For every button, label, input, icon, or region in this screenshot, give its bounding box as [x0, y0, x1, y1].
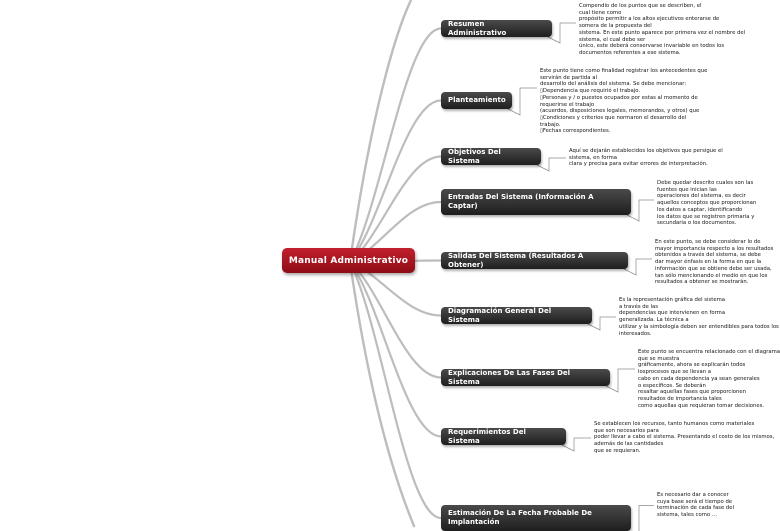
topic-salidas-del-sistema[interactable] — [441, 252, 628, 269]
note-connector — [588, 317, 616, 330]
topic-explicaciones-fases[interactable] — [441, 369, 610, 386]
note-connector — [627, 506, 654, 531]
note-connector — [508, 88, 537, 115]
note-connector — [548, 23, 576, 43]
note-planteamiento: Este punto tiene como finalidad registrar los antecedentes que servirán de partida al desarrollo del análisis del sistema. Se debe mencionar: ▯Dependencia que requirió el trabajo. ▯Personas y / o puestos ocupados por estas al momento de requerirse el trabajo (acuerdos, disposiciones legales, memorandos, y otros) que ▯Condiciones y criterios que normaron el desarrollo del trabajo. ▯Fechas correspondientes. — [540, 68, 696, 135]
topic-planteamiento[interactable] — [441, 92, 512, 109]
note-connector — [537, 158, 566, 171]
central-topic-label: Manual Administrativo — [289, 256, 408, 266]
topic-label: Estimación De La Fecha Probable De Implantación — [448, 509, 624, 527]
topic-label: Objetivos Del Sistema — [448, 148, 534, 166]
note-connector — [562, 438, 591, 451]
branch-line — [350, 0, 414, 262]
topic-objetivos-del-sistema[interactable] — [441, 148, 541, 165]
note-objetivos-del-sistema: Aquí se dejarán establecidos los objetivos que persigue el sistema, en forma clara y precisa para evitar errores de interpretación. — [569, 148, 696, 168]
topic-label: Requerimientos Del Sistema — [448, 428, 559, 446]
topic-label: Resumen Administrativo — [448, 20, 545, 38]
topic-requerimientos-del-sistema[interactable] — [441, 428, 566, 445]
note-connector — [624, 259, 652, 275]
note-entradas-del-sistema: Debe quedar descrito cuales son las fuentes que inician las operaciones del sistema, es decir aquellos conceptos que proporcionan los datos a captar, identificando los datos que se registren primaria y secundaria o los documentos. — [657, 180, 696, 227]
topic-label: Explicaciones De Las Fases Del Sistema — [448, 369, 603, 387]
topic-resumen-administrativo[interactable] — [441, 20, 552, 37]
note-connector — [606, 369, 635, 392]
topic-label: Planteamiento — [448, 96, 506, 105]
topic-label: Diagramación General Del Sistema — [448, 307, 585, 325]
note-diagramacion-general: Es la representación gráfica del sistema a través de las dependencias que intervienen en forma generalizada. La técnica a utilizar y la simbología deben ser entendibles para todos los interesados. — [619, 297, 696, 337]
branch-line — [350, 29, 441, 263]
central-topic[interactable] — [282, 248, 415, 273]
note-estimacion-fecha: Es necesario dar a conocer cuya base será el tiempo de terminación de cada fase del sistema, tales como ... — [657, 492, 696, 519]
note-requerimientos-del-sistema: Se establecen los recursos, tanto humanos como materiales que son necesarios para poder llevar a cabo el sistema. Presentando el costo de los mismos, además de las cantidades que se requieran. — [594, 421, 696, 455]
note-explicaciones-fases: Este punto se encuentra relacionado con el diagrama que se muestra gráficamente, ahora se explicarán todos losprocesos que se llevan a cabo en cada dependencia ya sean generales o específicos. Se deberán resaltar aquellas fases que proporcionen resultados de importancia tales como aquellas que requieran tomar decisiones. — [638, 349, 696, 409]
branch-line — [350, 262, 441, 518]
note-connector — [627, 200, 654, 221]
topic-label: Salidas Del Sistema (Resultados A Obtener) — [448, 252, 621, 270]
note-resumen-administrativo: Compendio de los puntos que se describen, el cual tiene como propósito permitir a los altos ejecutivos enterarse de somera de la propuesta del sistema. En este punto aparece por primera vez el nombre del sistema, el cual debe ser único, este deberá conservarse invariable en todos los documentos referentes a ese sistema. — [579, 3, 696, 57]
topic-estimacion-fecha-implantacion[interactable] — [441, 505, 631, 531]
topic-label: Entradas Del Sistema (Información A Captar) — [448, 193, 624, 211]
note-salidas-del-sistema: En este punto, se debe considerar lo de mayor importancia respecto a los resultados obtenidos a través del sistema, se debe dar mayor énfasis en la forma en que la información que se obtiene debe ser usada, tan sólo mencionando el medio en que los resultados a obtener se mostrarán. — [655, 239, 696, 286]
topic-entradas-del-sistema[interactable] — [441, 189, 631, 215]
topic-diagramacion-general[interactable] — [441, 307, 592, 324]
branch-line — [350, 262, 441, 378]
